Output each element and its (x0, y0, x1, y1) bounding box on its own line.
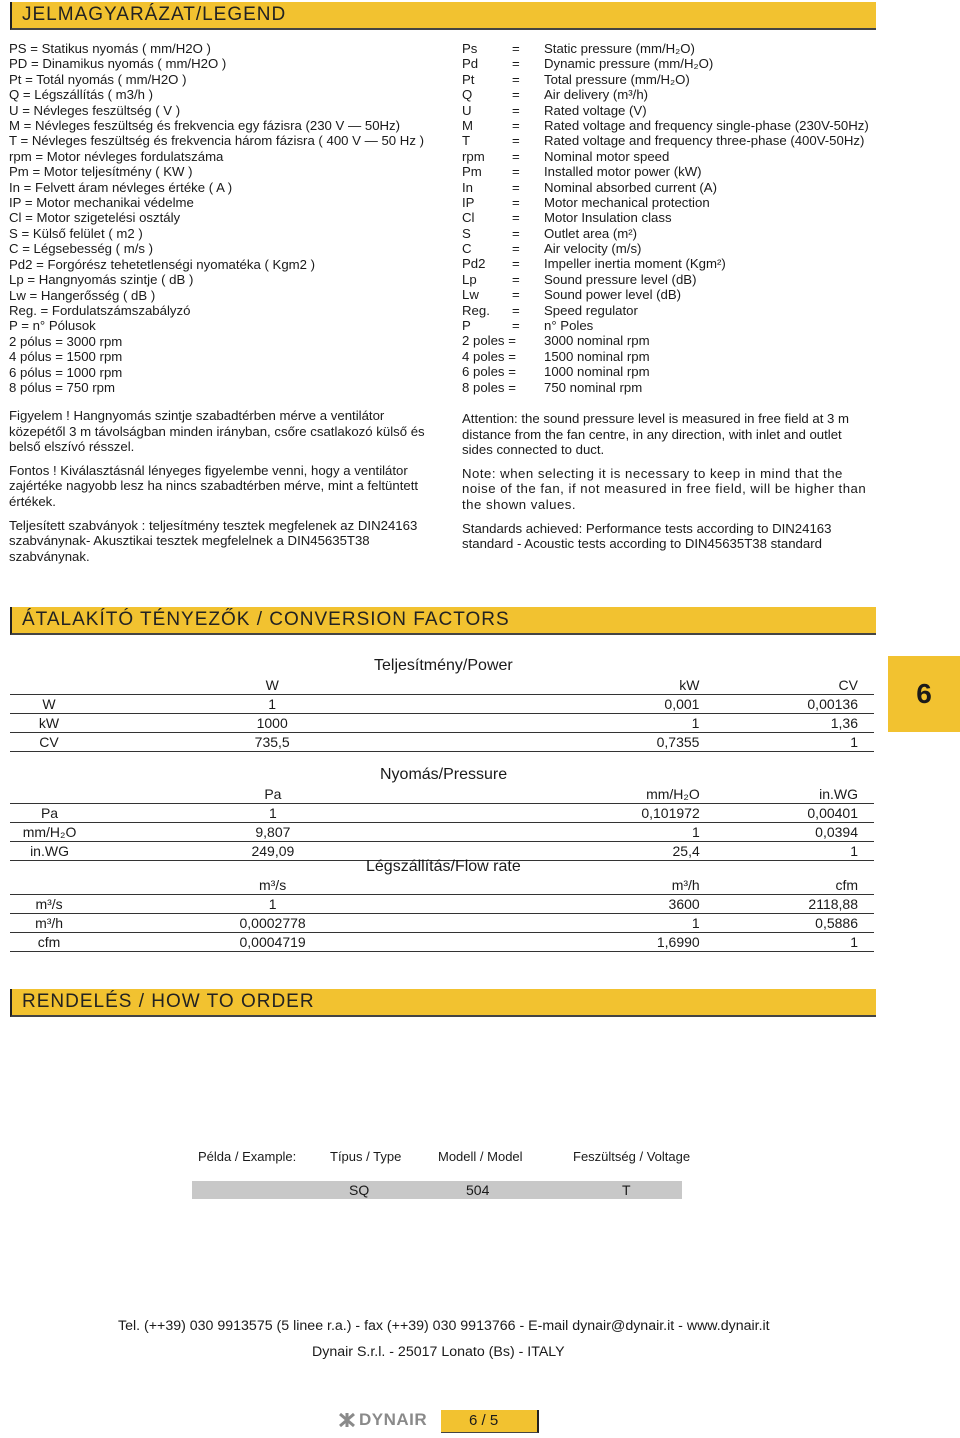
legend-hu-item: PS = Statikus nyomás ( mm/H2O ) (9, 41, 211, 56)
legend-en-equals: = (512, 41, 520, 56)
legend-en-notes (462, 411, 872, 560)
dynair-logo-icon (338, 1412, 356, 1428)
legend-en-note: Note: when selecting it is necessary to keep in mind that the noise of the fan, if not measured in free field, will be higher than the shown values. (462, 465, 867, 512)
legend-en-description: Air velocity (m/s) (544, 241, 642, 257)
pressure-cell: 0,0394 (815, 824, 858, 840)
legend-en-description: 1000 nominal rpm (544, 364, 650, 380)
legend-en-symbol: Lw (462, 287, 479, 303)
legend-en-item (462, 195, 869, 210)
legend-en-symbol: Lp (462, 271, 477, 287)
power-header-cell: kW (679, 677, 700, 693)
power-cell: 1 (691, 715, 700, 731)
pressure-header-cell: in.WG (819, 786, 858, 802)
legend-en-equals: = (512, 179, 520, 195)
order-model-value: 504 (466, 1182, 490, 1198)
legend-hu-item: rpm = Motor névleges fordulatszáma (9, 148, 224, 164)
legend-en-symbol: Ps (462, 41, 478, 56)
legend-header (10, 2, 876, 30)
legend-en-note: Standards achieved: Performance tests according to DIN24163 standard - Acoustic tests according to DIN45635T38 standard (462, 520, 832, 552)
legend-en-equals: = (512, 271, 520, 287)
legend-en-equals: = (512, 318, 520, 334)
flow-cell: m³/h (35, 915, 64, 931)
legend-hu-item: In = Felvett áram névleges értéke ( A ) (9, 179, 233, 195)
pressure-header-cell: Pa (264, 786, 282, 802)
legend-en-symbol: Q (462, 87, 473, 103)
legend-en-description: Total pressure (mm/H₂O) (544, 71, 690, 87)
legend-en-symbol: T (462, 133, 471, 149)
flow-row (10, 895, 874, 914)
legend-hu-note: Figyelem ! Hangnyomás szintje szabadtérben mérve a ventilátor közepétől 3 m távolságban minden irányban, csőre csatlakozó külső és belső elszívó résszel. (9, 408, 425, 455)
legend-en-equals: = (512, 194, 520, 210)
legend-en-equals: = (512, 256, 520, 272)
order-example-label: Példa / Example: (198, 1149, 297, 1164)
legend-hu-item: IP = Motor mechanikai védelme (9, 195, 194, 211)
page-section-tab: 6 (888, 656, 960, 732)
legend-hu-item: 4 pólus = 1500 rpm (9, 349, 123, 365)
legend-en-item (462, 210, 869, 225)
pressure-cell: 0,101972 (641, 805, 700, 821)
legend-en-description: Rated voltage and frequency three-phase (400V-50Hz) (544, 133, 865, 149)
legend-en-item (462, 256, 869, 271)
order-voltage-value: T (622, 1182, 631, 1198)
legend-en-item (462, 226, 869, 241)
dynair-logo (338, 1410, 427, 1430)
legend-en-equals: = (512, 87, 520, 103)
power-title: Teljesítmény/Power (374, 657, 513, 674)
legend-en-equals: = (512, 133, 520, 149)
legend-en-equals: = (512, 164, 520, 180)
legend-en-note: Attention: the sound pressure level is measured in free field at 3 m distance from the fan centre, in any direction, with inlet and outlet sides connected to duct. (462, 411, 850, 458)
flow-cell: 1 (850, 934, 858, 950)
legend-hu-note: Teljesített szabványok : teljesítmény tesztek megfelenek az DIN24163 szabványnak- Akusztikai tesztek megfelelnek a DIN45635T38 szabványnak. (9, 517, 418, 564)
legend-en-description: Static pressure (mm/H₂O) (544, 41, 695, 56)
power-table (10, 676, 874, 752)
legend-hu-item: PD = Dinamikus nyomás ( mm/H2O ) (9, 56, 227, 72)
conversion-header (10, 607, 876, 635)
legend-en-description: Sound pressure level (dB) (544, 271, 697, 287)
power-header-cell: CV (838, 677, 858, 693)
legend-hu-item: 2 pólus = 3000 rpm (9, 333, 123, 349)
power-cell: 0,00136 (807, 696, 858, 712)
legend-en-symbol: Reg. (462, 302, 490, 318)
pressure-row (10, 823, 874, 842)
legend-en-item (462, 103, 869, 118)
legend-en-item (462, 72, 869, 87)
power-cell: 1 (850, 734, 858, 750)
pressure-row (10, 804, 874, 823)
legend-en-item (462, 333, 869, 348)
power-cell: W (42, 696, 56, 712)
legend-en-description: 750 nominal rpm (544, 379, 643, 395)
legend-en-equals: = (512, 287, 520, 303)
legend-en-equals: = (512, 102, 520, 118)
legend-en-description: Rated voltage and frequency single-phase (230V-50Hz) (544, 117, 869, 133)
legend-en-equals: = (512, 71, 520, 87)
legend-hu-item: T = Névleges feszültség és frekvencia három fázisra ( 400 V — 50 Hz ) (9, 133, 424, 149)
legend-hu-item: Cl = Motor szigetelési osztály (9, 210, 181, 226)
legend-en-item (462, 164, 869, 179)
legend-en-symbol: M (462, 117, 473, 133)
legend-en-symbol: rpm (462, 148, 485, 164)
page-number: 6 / 5 (469, 1412, 499, 1429)
order-model-label: Modell / Model (438, 1149, 523, 1164)
legend-en-description: Motor Insulation class (544, 210, 672, 226)
legend-en-item (462, 287, 869, 302)
power-cell: 1 (268, 696, 277, 712)
power-cell: 1000 (256, 715, 288, 731)
legend-en-item (462, 364, 869, 379)
legend-hu-item: Lw = Hangerősség ( dB ) (9, 287, 156, 303)
pressure-header-cell (10, 785, 89, 804)
legend-en-description: Installed motor power (kW) (544, 164, 702, 180)
pressure-title: Nyomás/Pressure (380, 766, 508, 783)
legend-hu-item: U = Névleges feszültség ( V ) (9, 102, 181, 118)
legend-en-item (462, 241, 869, 256)
pressure-header-cell: mm/H₂O (646, 786, 700, 802)
legend-en-description: Dynamic pressure (mm/H₂O) (544, 56, 714, 72)
legend-en-item (462, 149, 869, 164)
pressure-cell: 0,00401 (807, 805, 858, 821)
power-header-cell: W (265, 677, 279, 693)
pressure-cell: mm/H₂O (22, 824, 77, 840)
pressure-header-row (10, 785, 874, 804)
flow-cell: 0,5886 (815, 915, 858, 931)
legend-hu-item: S = Külső felület ( m2 ) (9, 225, 143, 241)
power-cell: CV (39, 734, 59, 750)
power-cell: 1,36 (830, 715, 858, 731)
legend-hu-item: P = n° Pólusok (9, 318, 96, 334)
flow-cell: 1 (268, 896, 277, 912)
pressure-cell: 249,09 (251, 843, 295, 859)
legend-en-description: Speed regulator (544, 302, 638, 318)
legend-hu-item: C = Légsebesség ( m/s ) (9, 241, 154, 257)
legend-en-item (462, 118, 869, 133)
flow-header-cell: m³/h (671, 877, 700, 893)
legend-en-description: Impeller inertia moment (Kgm²) (544, 256, 726, 272)
flow-title: Légszállítás/Flow rate (366, 858, 521, 875)
legend-en-equals: = (512, 302, 520, 318)
power-row (10, 695, 874, 714)
legend-en-symbol: 8 poles = (462, 379, 516, 395)
legend-en-symbol: Pt (462, 71, 475, 87)
legend-en-symbol: Pd2 (462, 256, 486, 272)
footer-company: Dynair S.r.l. - 25017 Lonato (Bs) - ITALY (312, 1344, 565, 1360)
legend-en-description: Outlet area (m²) (544, 225, 638, 241)
legend-hu-item: Pd2 = Forgórész tehetetlenségi nyomatéka ( Kgm2 ) (9, 256, 316, 272)
legend-hu-note: Fontos ! Kiválasztásnál lényeges figyelembe venni, hogy a ventilátor zajértéke nagyobb lesz ha nincs szabadtérben mérve, mint a feltüntett értékek. (9, 462, 419, 509)
legend-en-item (462, 318, 869, 333)
legend-hu-item: Pm = Motor teljesítmény ( KW ) (9, 164, 193, 180)
flow-cell: 0,0004719 (239, 934, 306, 950)
legend-en-item (462, 56, 869, 71)
order-type-label: Típus / Type (330, 1149, 402, 1164)
legend-en-item (462, 41, 869, 56)
legend-en-equals: = (512, 56, 520, 72)
legend-en-symbol: P (462, 318, 471, 334)
legend-en-item (462, 272, 869, 287)
power-header-row (10, 676, 874, 695)
power-cell: 0,001 (664, 696, 700, 712)
order-header (10, 989, 876, 1017)
legend-title: JELMAGYARÁZAT/LEGEND (22, 4, 287, 25)
legend-en-description: Nominal absorbed current (A) (544, 179, 717, 195)
legend-en-symbol: 6 poles = (462, 364, 516, 380)
pressure-cell: 1 (268, 805, 277, 821)
legend-en-equals: = (512, 117, 520, 133)
legend-en-symbol: 2 poles = (462, 333, 516, 349)
legend-en-symbol: Pd (462, 56, 479, 72)
legend-en-symbol: In (462, 179, 473, 195)
legend-en-equals: = (512, 241, 520, 257)
legend-hu-notes (9, 408, 429, 572)
legend-en-symbol: Cl (462, 210, 475, 226)
legend-hu-item: Lp = Hangnyomás szintje ( dB ) (9, 272, 194, 288)
flow-row (10, 914, 874, 933)
legend-en-symbol: IP (462, 194, 475, 210)
flow-header-cell: cfm (835, 877, 858, 893)
legend-en-equals: = (512, 210, 520, 226)
legend-en-symbol: 4 poles = (462, 348, 516, 364)
flow-header-row (10, 876, 874, 895)
legend-hu-item: Pt = Totál nyomás ( mm/H2O ) (9, 71, 187, 87)
flow-header-cell (10, 876, 88, 895)
legend-en-symbol: Pm (462, 164, 482, 180)
order-type-value: SQ (349, 1182, 370, 1198)
legend-en-symbol: C (462, 241, 472, 257)
flow-cell: 1 (691, 915, 700, 931)
legend-hu-item: 6 pólus = 1000 rpm (9, 364, 123, 380)
conversion-title: ÁTALAKÍTÓ TÉNYEZŐK / CONVERSION FACTORS (22, 609, 510, 630)
legend-hu-item: M = Névleges feszültség és frekvencia egy fázisra (230 V — 50Hz) (9, 118, 401, 134)
pressure-cell: 1 (850, 843, 858, 859)
pressure-table (10, 785, 874, 861)
order-example-bar (192, 1181, 682, 1199)
legend-en-description: Air delivery (m³/h) (544, 87, 649, 103)
power-header-cell (10, 676, 88, 695)
page-number-box (441, 1410, 539, 1433)
legend-en-item (462, 87, 869, 102)
legend-en-list (462, 41, 869, 395)
flow-cell: 0,0002778 (239, 915, 306, 931)
legend-en-description: 3000 nominal rpm (544, 333, 650, 349)
power-row (10, 733, 874, 752)
flow-cell: 3600 (668, 896, 700, 912)
legend-en-equals: = (512, 225, 520, 241)
power-cell: 735,5 (254, 734, 290, 750)
pressure-cell: 9,807 (255, 824, 291, 840)
legend-hu-item: Reg. = Fordulatszámszabályzó (9, 302, 191, 318)
dynair-logo-text: DYNAIR (359, 1410, 428, 1429)
legend-en-item (462, 349, 869, 364)
flow-cell: 2118,88 (808, 896, 858, 912)
legend-en-description: Motor mechanical protection (544, 194, 710, 210)
flow-header-cell: m³/s (258, 877, 287, 893)
legend-en-description: Sound power level (dB) (544, 287, 682, 303)
legend-en-symbol: S (462, 225, 471, 241)
flow-cell: cfm (37, 934, 61, 950)
legend-en-description: n° Poles (544, 318, 594, 334)
legend-en-description: Rated voltage (V) (544, 102, 647, 118)
flow-cell: 1,6990 (656, 934, 700, 950)
legend-en-item (462, 380, 869, 395)
power-cell: 0,7355 (656, 734, 700, 750)
legend-en-item (462, 133, 869, 148)
legend-en-description: 1500 nominal rpm (544, 348, 650, 364)
legend-hu-item: Q = Légszállítás ( m3/h ) (9, 87, 154, 103)
legend-en-item (462, 180, 869, 195)
flow-table (10, 876, 874, 952)
power-cell: kW (38, 715, 60, 731)
order-voltage-label: Feszültség / Voltage (573, 1149, 691, 1164)
legend-en-description: Nominal motor speed (544, 148, 670, 164)
pressure-cell: 25,4 (672, 843, 700, 859)
legend-en-item (462, 303, 869, 318)
power-row (10, 714, 874, 733)
flow-row (10, 933, 874, 952)
flow-cell: m³/s (35, 896, 63, 912)
order-title: RENDELÉS / HOW TO ORDER (22, 991, 315, 1012)
pressure-cell: in.WG (30, 843, 69, 859)
pressure-cell: Pa (40, 805, 59, 821)
pressure-cell: 1 (691, 824, 700, 840)
legend-en-equals: = (512, 148, 520, 164)
footer-contact: Tel. (++39) 030 9913575 (5 linee r.a.) - fax (++39) 030 9913766 - E-mail dynair@dynair.it - www.dynair.it (118, 1318, 770, 1334)
legend-hu-list (9, 41, 424, 395)
legend-hu-item: 8 pólus = 750 rpm (9, 379, 115, 395)
legend-en-symbol: U (462, 102, 472, 118)
